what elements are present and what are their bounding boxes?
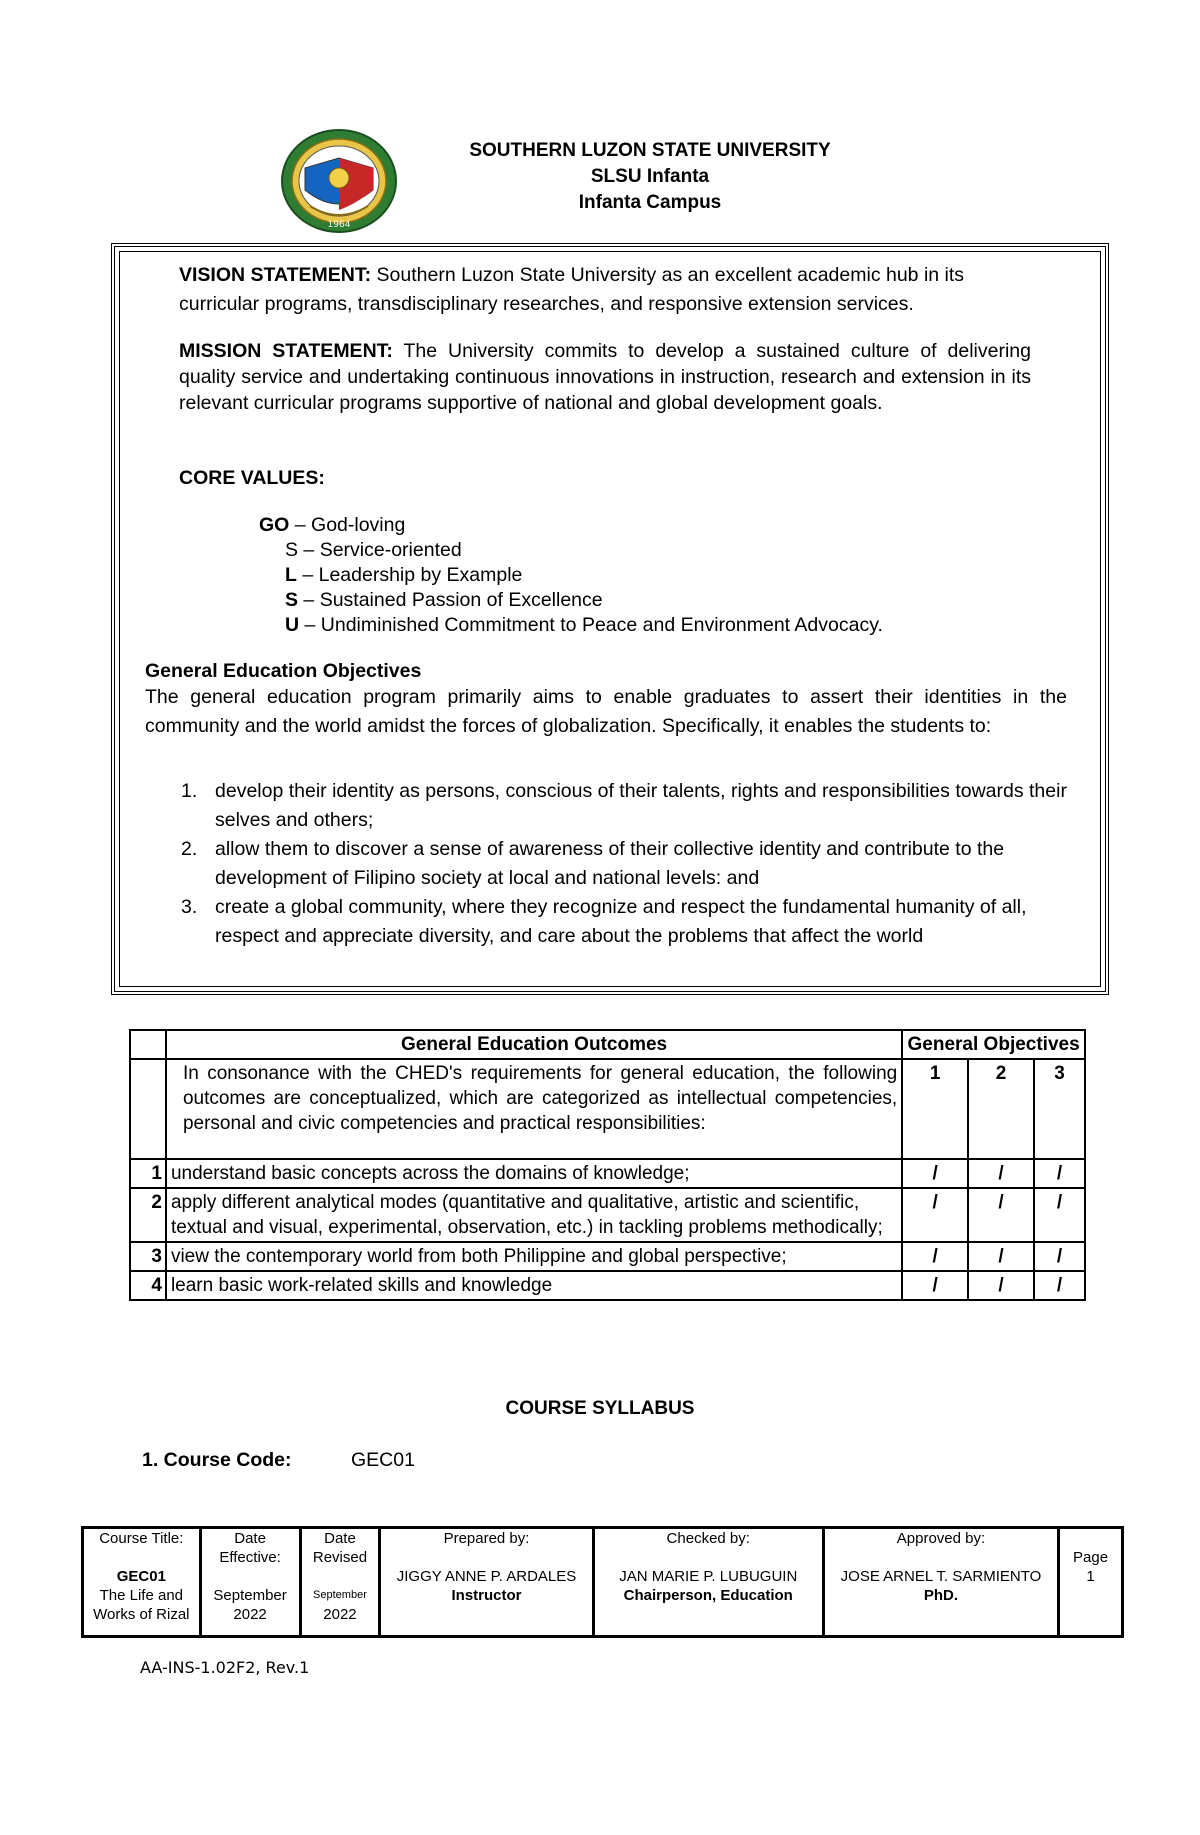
mission-text: The University commits to develop a sustained culture of delivering quality service and undertaking continuous innovations in instruction, research and extension in its relevant curricular programs supportive of national and global development goals. — [179, 340, 1032, 414]
core-value-item: L – Leadership by Example — [285, 564, 523, 586]
date-effective-cell: Date Effective: September 2022 — [200, 1528, 300, 1637]
table-header-row — [130, 1030, 1085, 1059]
core-value-item: S – Service-oriented — [285, 539, 462, 561]
checked-by-cell: Checked by: JAN MARIE P. LUBUGUIN Chairperson, Education — [593, 1528, 823, 1637]
ge-objectives-intro: The general education program primarily aims to enable graduates to assert their identities in the community and the world amidst the forces of globalization. Specifically, it enables the students to: — [145, 686, 1067, 737]
outcomes-header: General Education Outcomes — [166, 1030, 902, 1059]
university-name: SOUTHERN LUZON STATE UNIVERSITY — [469, 140, 831, 161]
vision-statement — [179, 261, 1031, 319]
course-code-value: GEC01 — [351, 1449, 415, 1471]
ge-objectives-title: General Education Objectives — [145, 660, 422, 682]
university-header — [330, 138, 970, 216]
objectives-header: General Objectives — [902, 1030, 1085, 1059]
core-value-item: U – Undiminished Commitment to Peace and Environment Advocacy. — [285, 614, 883, 636]
core-value-item: GO – God-loving — [259, 514, 406, 536]
ge-objectives-list — [145, 777, 1067, 951]
table-row: 1 understand basic concepts across the domains of knowledge; / / / — [130, 1159, 1085, 1188]
table-row: 3 view the contemporary world from both Philippine and global perspective; / / / — [130, 1242, 1085, 1271]
core-value-item: S – Sustained Passion of Excellence — [285, 589, 603, 611]
campus-name: Infanta Campus — [578, 192, 722, 213]
mission-statement — [179, 338, 1031, 416]
date-revised-cell: Date Revised September 2022 — [300, 1528, 380, 1637]
objective-col-2: 2 — [968, 1059, 1034, 1159]
approval-footer-table — [81, 1526, 1124, 1638]
campus-short-name: SLSU Infanta — [590, 166, 710, 187]
vision-mission-box — [111, 243, 1109, 995]
table-row — [130, 1059, 1085, 1159]
vision-text: Southern Luzon State University as an excellent academic hub in its curricular programs, transdisciplinary researches, and responsive extension services. — [179, 264, 965, 315]
outcomes-intro: In consonance with the CHED's requirements for general education, the following outcomes are conceptualized, which are categorized as intellectual competencies, personal and civic competencies and practical responsibilities: — [166, 1059, 902, 1159]
syllabus-title: COURSE SYLLABUS — [505, 1398, 695, 1419]
mission-label: MISSION STATEMENT: — [179, 340, 393, 362]
list-item: 1. develop their identity as persons, conscious of their talents, rights and responsibilities towards their selves and others; — [181, 780, 1067, 831]
form-code: AA-INS-1.02F2, Rev.1 — [140, 1658, 310, 1677]
prepared-by-cell: Prepared by: JIGGY ANNE P. ARDALES Instructor — [380, 1528, 593, 1637]
approved-by-cell: Approved by: JOSE ARNEL T. SARMIENTO PhD. — [823, 1528, 1058, 1637]
course-title-cell: Course Title: GEC01 The Life and Works of Rizal — [83, 1528, 201, 1637]
objective-col-3: 3 — [1034, 1059, 1085, 1159]
list-item: 3. create a global community, where they recognize and respect the fundamental humanity of all, respect and appreciate diversity, and care about the problems that affect the world — [181, 896, 1027, 947]
table-row: 4 learn basic work-related skills and knowledge / / / — [130, 1271, 1085, 1300]
ge-outcomes-table — [129, 1029, 1086, 1301]
table-row: 2 apply different analytical modes (quantitative and qualitative, artistic and scientific, textual and visual, experimental, observation, etc.) in tackling problems methodically; / / / — [130, 1188, 1085, 1242]
page-cell: Page 1 — [1059, 1528, 1123, 1637]
svg-text:1964: 1964 — [327, 220, 351, 230]
core-values-label: CORE VALUES: — [179, 467, 325, 489]
objective-col-1: 1 — [902, 1059, 968, 1159]
list-item: 2. allow them to discover a sense of awareness of their collective identity and contribute to the development of Filipino society at local and national levels: and — [181, 838, 1005, 889]
vision-label: VISION STATEMENT: — [179, 264, 372, 286]
course-code-label: 1. Course Code: — [142, 1449, 292, 1471]
